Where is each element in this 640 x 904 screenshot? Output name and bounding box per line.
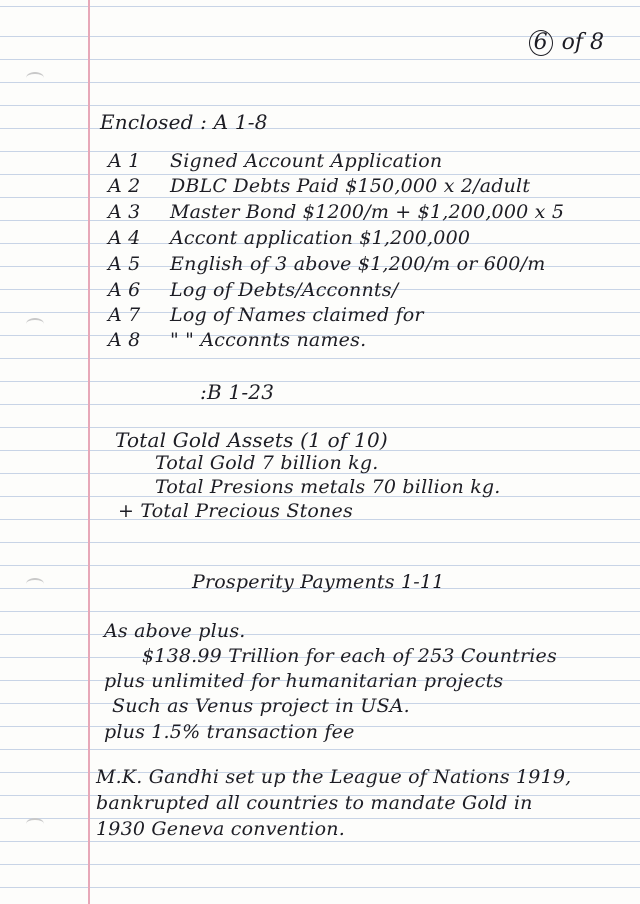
prosperity-line: As above plus. xyxy=(104,620,246,642)
punch-hole xyxy=(26,72,44,84)
item-text: " " Acconnts names. xyxy=(170,329,367,351)
prosperity-line: plus unlimited for humanitarian projects xyxy=(104,670,504,692)
item-code: A 4 xyxy=(108,227,141,249)
enclosed-item xyxy=(108,175,530,197)
item-code: A 1 xyxy=(108,150,141,172)
prosperity-line: plus 1.5% transaction fee xyxy=(104,721,355,743)
page-number-total: of 8 xyxy=(561,30,604,55)
margin-line xyxy=(88,0,90,904)
enclosed-item xyxy=(108,227,470,249)
item-code: A 7 xyxy=(108,304,141,326)
item-code: A 3 xyxy=(108,201,141,223)
gold-line: + Total Precious Stones xyxy=(118,500,353,522)
prosperity-heading: Prosperity Payments 1-11 xyxy=(192,571,445,593)
page-number-current: 6 xyxy=(529,30,553,56)
enclosed-item xyxy=(108,279,398,301)
item-text: Log of Names claimed for xyxy=(170,304,424,326)
prosperity-line: $138.99 Trillion for each of 253 Countries xyxy=(142,645,557,667)
item-text: Master Bond $1200/m + $1,200,000 x 5 xyxy=(170,201,565,223)
item-text: Signed Account Application xyxy=(170,150,443,172)
enclosed-item xyxy=(108,201,564,223)
enclosed-heading: Enclosed : A 1-8 xyxy=(100,110,268,134)
enclosed-item xyxy=(108,253,545,275)
gandhi-line: M.K. Gandhi set up the League of Nations 1919, xyxy=(96,766,572,788)
enclosed-item xyxy=(108,304,424,326)
item-code: A 2 xyxy=(108,175,141,197)
gold-heading: Total Gold Assets (1 of 10) xyxy=(115,428,388,452)
punch-hole xyxy=(26,578,44,590)
page-number xyxy=(529,30,604,56)
item-text: Log of Debts/Acconnts/ xyxy=(170,279,399,301)
item-text: Accont application $1,200,000 xyxy=(170,227,471,249)
gold-line: Total Gold 7 billion kg. xyxy=(155,452,379,474)
item-code: A 5 xyxy=(108,253,141,275)
item-code: A 6 xyxy=(108,279,141,301)
enclosed-item xyxy=(108,329,366,351)
prosperity-line: Such as Venus project in USA. xyxy=(112,695,410,717)
item-text: DBLC Debts Paid $150,000 x 2/adult xyxy=(170,175,531,197)
gandhi-line: bankrupted all countries to mandate Gold in xyxy=(96,792,533,814)
punch-hole xyxy=(26,318,44,330)
punch-hole xyxy=(26,818,44,830)
section-b-heading: :B 1-23 xyxy=(200,380,275,404)
enclosed-item xyxy=(108,150,442,172)
gold-line: Total Presions metals 70 billion kg. xyxy=(155,476,501,498)
item-code: A 8 xyxy=(108,329,141,351)
gandhi-line: 1930 Geneva convention. xyxy=(96,818,345,840)
item-text: English of 3 above $1,200/m or 600/m xyxy=(170,253,546,275)
